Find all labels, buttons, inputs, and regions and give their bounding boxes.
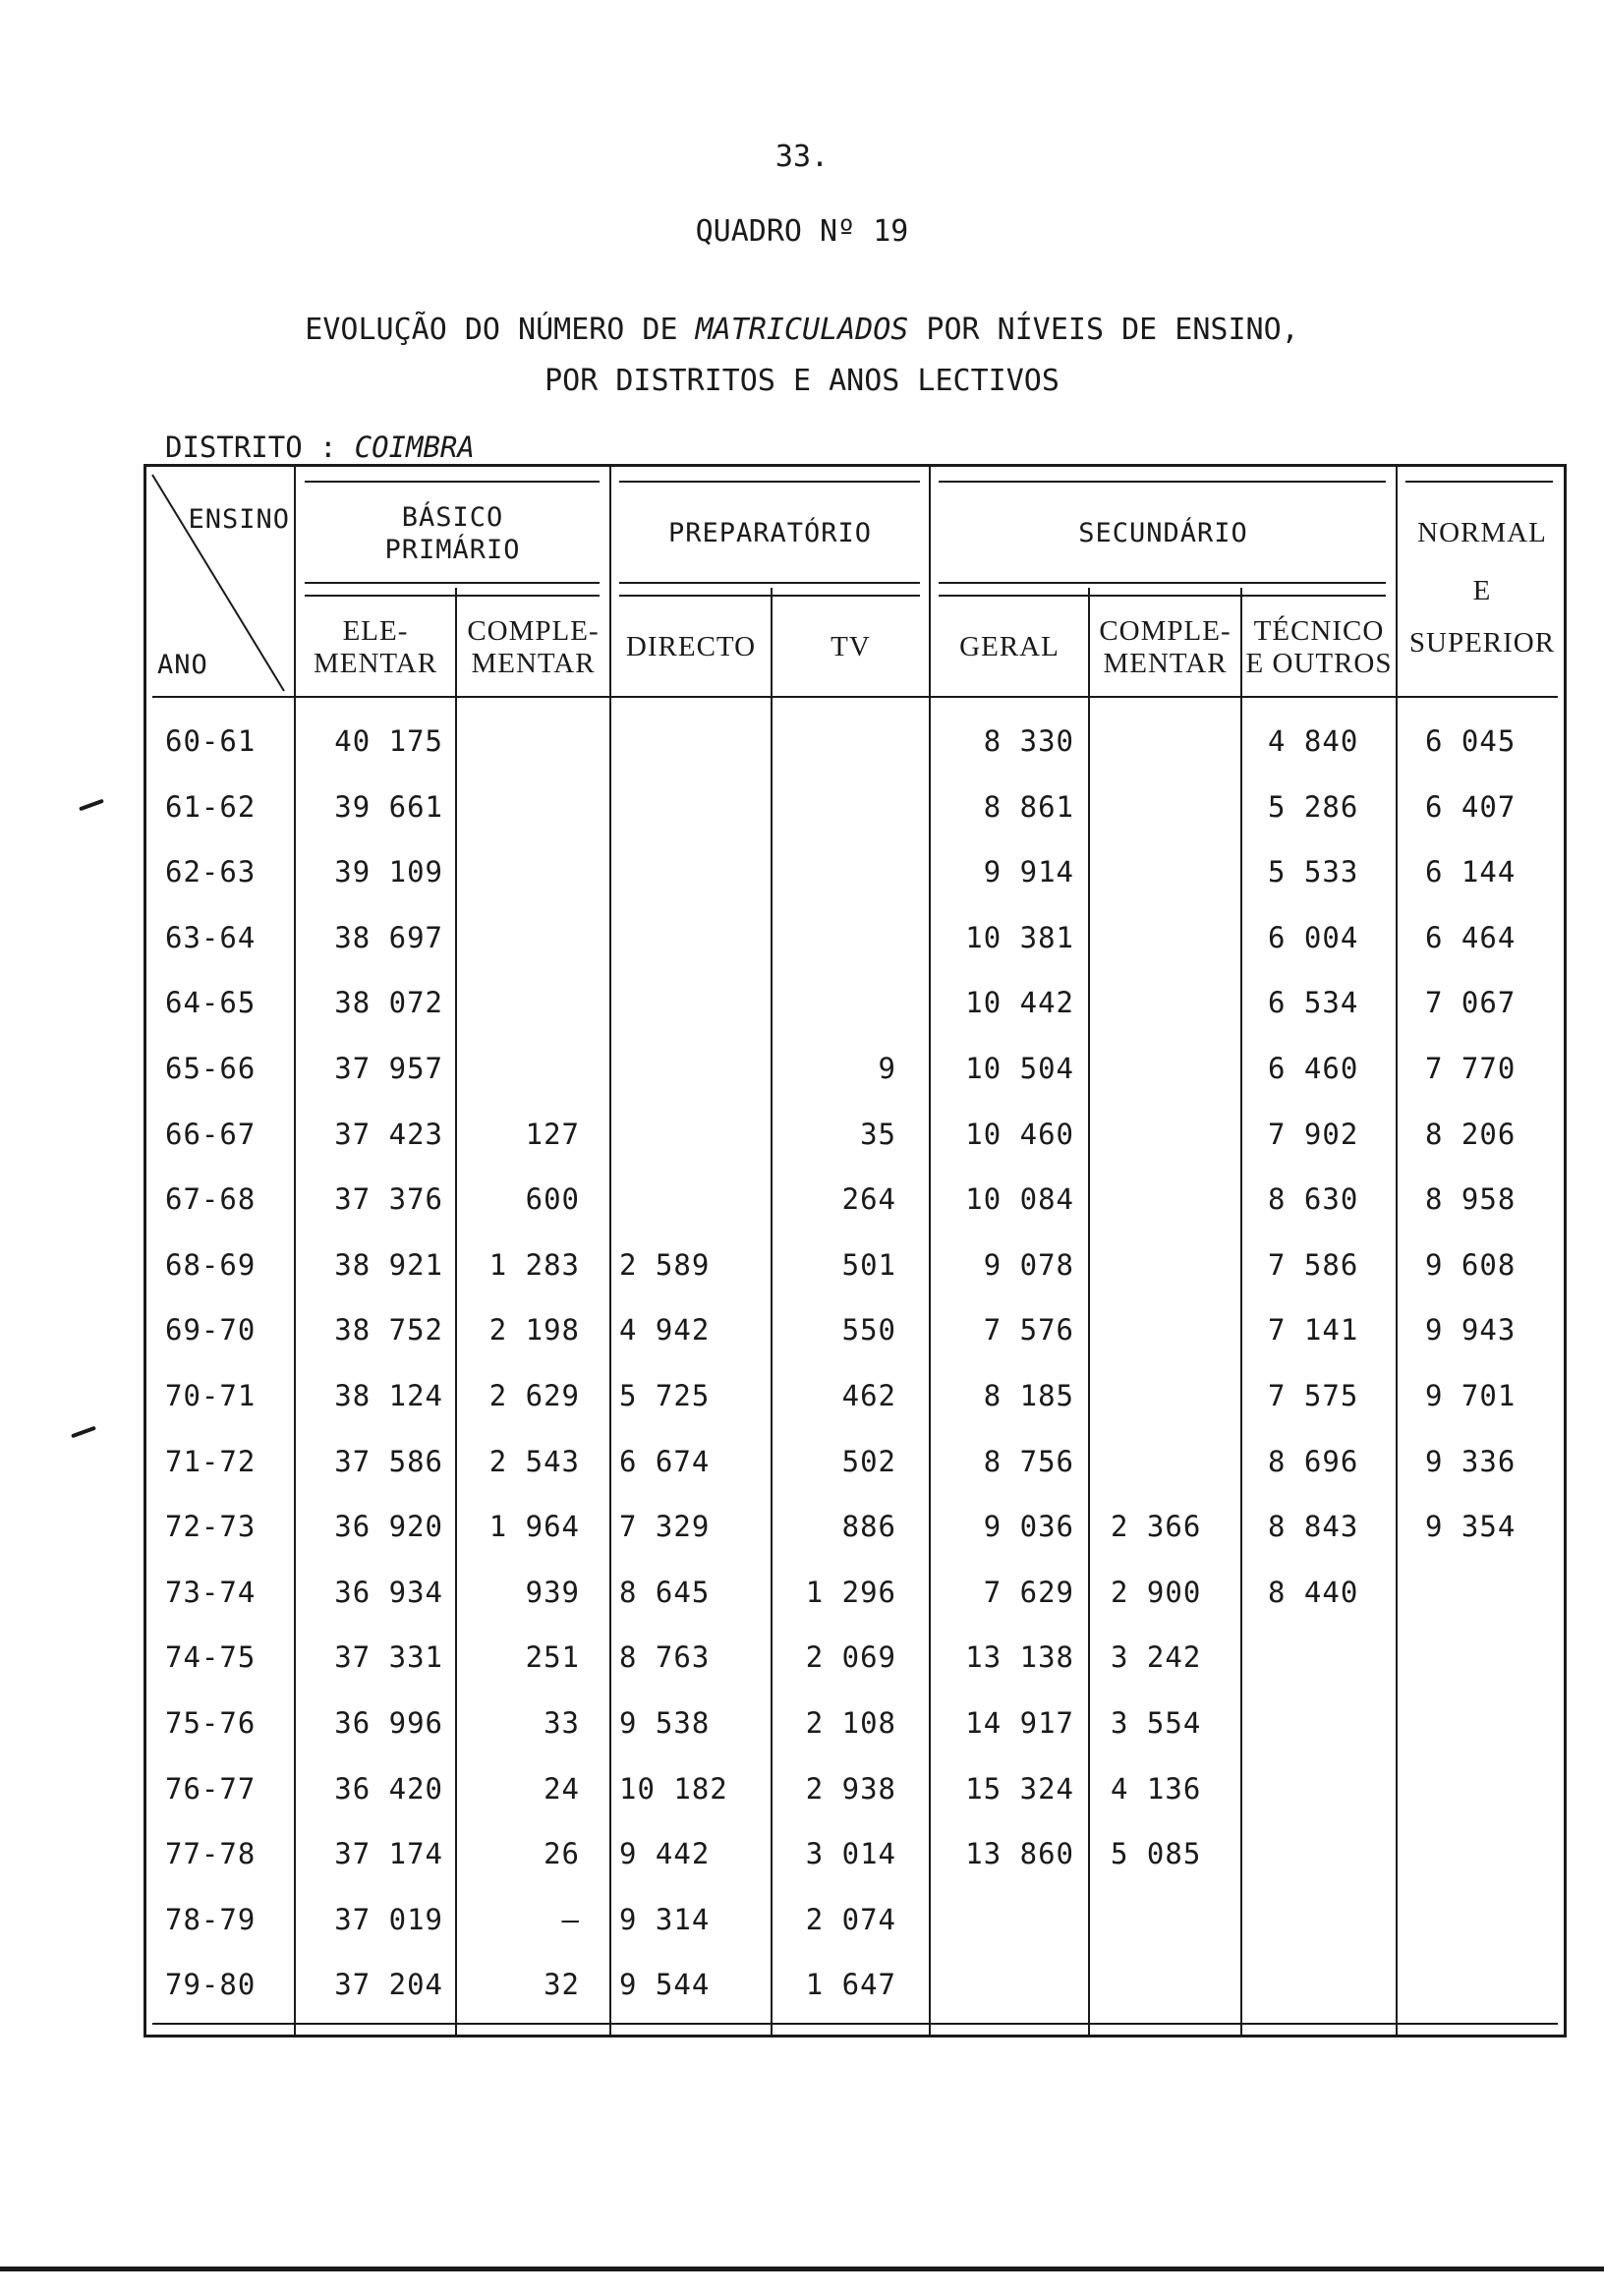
cell-sec-complementar: 4 136 — [1111, 1772, 1202, 1806]
header-rule — [939, 582, 1386, 584]
cell-geral: 14 917 — [965, 1706, 1074, 1740]
cell-ano: 62-63 — [165, 855, 257, 889]
header-tecnico-line1: TÉCNICO — [1253, 615, 1385, 647]
cell-tecnico: 8 843 — [1268, 1510, 1359, 1543]
district-row — [165, 430, 475, 464]
cell-elementar: 38 697 — [334, 921, 443, 954]
cell-ano: 63-64 — [165, 921, 257, 954]
header-elementar-line1: ELE- — [342, 615, 409, 647]
column-divider — [1240, 588, 1242, 2035]
cell-directo: 2 589 — [619, 1248, 711, 1282]
table-number: QUADRO Nº 19 — [695, 214, 909, 249]
cell-ano: 72-73 — [165, 1510, 257, 1543]
cell-sec-complementar: 3 242 — [1111, 1640, 1202, 1674]
cell-sec-complementar: 2 366 — [1111, 1510, 1202, 1543]
cell-directo: 6 674 — [619, 1445, 711, 1478]
cell-directo: 5 725 — [619, 1379, 711, 1412]
cell-elementar: 39 661 — [334, 790, 443, 824]
cell-ano: 73-74 — [165, 1576, 257, 1609]
header-tv: TV — [831, 631, 871, 662]
cell-complementar: — — [561, 1903, 580, 1936]
cell-complementar: 127 — [525, 1118, 580, 1151]
header-rule — [305, 595, 600, 597]
cell-tecnico: 5 533 — [1268, 855, 1359, 889]
cell-directo: 10 182 — [619, 1772, 728, 1806]
cell-normal: 6 407 — [1425, 790, 1517, 824]
cell-geral: 10 381 — [965, 921, 1074, 954]
cell-geral: 10 442 — [965, 986, 1074, 1019]
cell-tv: 1 296 — [805, 1576, 896, 1609]
cell-tv: 1 647 — [805, 1968, 896, 2001]
cell-tecnico: 7 586 — [1268, 1248, 1359, 1282]
cell-elementar: 36 420 — [334, 1772, 443, 1806]
cell-sec-complementar: 3 554 — [1111, 1706, 1202, 1740]
header-rule — [152, 696, 1558, 698]
cell-sec-complementar: 2 900 — [1111, 1576, 1202, 1609]
cell-elementar: 37 423 — [334, 1118, 443, 1151]
cell-normal: 7 067 — [1425, 986, 1517, 1019]
cell-tv: 264 — [841, 1182, 896, 1216]
cell-elementar: 37 957 — [334, 1052, 443, 1085]
cell-tv: 9 — [878, 1052, 896, 1085]
column-divider — [1396, 464, 1398, 2035]
margin-mark — [79, 799, 104, 812]
cell-normal: 9 354 — [1425, 1510, 1517, 1543]
table-left-border — [143, 464, 146, 2038]
cell-ano: 79-80 — [165, 1968, 257, 2001]
cell-geral: 9 078 — [983, 1248, 1074, 1282]
cell-elementar: 38 072 — [334, 986, 443, 1019]
cell-ano: 66-67 — [165, 1118, 257, 1151]
cell-complementar: 939 — [525, 1576, 580, 1609]
cell-tecnico: 8 696 — [1268, 1445, 1359, 1478]
cell-ano: 60-61 — [165, 724, 257, 758]
cell-complementar: 24 — [544, 1772, 580, 1806]
header-normal-line1: NORMAL — [1417, 517, 1547, 548]
cell-normal: 9 701 — [1425, 1379, 1517, 1412]
column-divider — [1088, 588, 1090, 2035]
header-rule — [619, 582, 920, 584]
cell-elementar: 39 109 — [334, 855, 443, 889]
page-title-line-1 — [0, 313, 1604, 347]
header-rule — [619, 595, 920, 597]
cell-ano: 64-65 — [165, 986, 257, 1019]
column-divider — [771, 588, 773, 2035]
header-geral: GERAL — [959, 631, 1060, 662]
cell-normal: 7 770 — [1425, 1052, 1517, 1085]
header-rule — [305, 582, 600, 584]
cell-tecnico: 6 004 — [1268, 921, 1359, 954]
cell-ano: 70-71 — [165, 1379, 257, 1412]
header-rule — [1405, 481, 1553, 483]
cell-normal: 6 144 — [1425, 855, 1517, 889]
cell-geral: 8 861 — [983, 790, 1074, 824]
header-tecnico — [1242, 615, 1396, 680]
header-sec-complementar-line1: COMPLE- — [1099, 615, 1232, 647]
cell-directo: 9 314 — [619, 1903, 711, 1936]
header-basico — [296, 501, 609, 566]
page-bottom-rule — [0, 2267, 1604, 2271]
cell-tv: 550 — [841, 1313, 896, 1347]
header-preparatorio: PREPARATÓRIO — [667, 518, 873, 548]
page-title-line-2: POR DISTRITOS E ANOS LECTIVOS — [544, 364, 1060, 398]
cell-ano: 75-76 — [165, 1706, 257, 1740]
cell-complementar: 33 — [544, 1706, 580, 1740]
cell-geral: 13 138 — [965, 1640, 1074, 1674]
cell-directo: 7 329 — [619, 1510, 711, 1543]
header-basico-line1: BÁSICO — [401, 502, 504, 533]
cell-geral: 10 084 — [965, 1182, 1074, 1216]
cell-complementar: 2 198 — [488, 1313, 580, 1347]
cell-directo: 9 442 — [619, 1837, 711, 1870]
cell-tecnico: 6 460 — [1268, 1052, 1359, 1085]
cell-ano: 76-77 — [165, 1772, 257, 1806]
header-complementar-line1: COMPLE- — [467, 615, 600, 647]
header-tecnico-line2: E OUTROS — [1245, 648, 1393, 679]
cell-ano: 77-78 — [165, 1837, 257, 1870]
cell-complementar: 1 964 — [488, 1510, 580, 1543]
cell-tv: 2 938 — [805, 1772, 896, 1806]
cell-elementar: 36 934 — [334, 1576, 443, 1609]
cell-complementar: 26 — [544, 1837, 580, 1870]
header-secundario: SECUNDÁRIO — [1078, 518, 1248, 548]
cell-directo: 9 538 — [619, 1706, 711, 1740]
cell-tv: 501 — [841, 1248, 896, 1282]
cell-directo: 4 942 — [619, 1313, 711, 1347]
cell-tecnico: 4 840 — [1268, 724, 1359, 758]
cell-directo: 8 645 — [619, 1576, 711, 1609]
cell-geral: 10 504 — [965, 1052, 1074, 1085]
cell-elementar: 37 174 — [334, 1837, 443, 1870]
header-ano: ANO — [157, 650, 208, 680]
cell-normal: 9 608 — [1425, 1248, 1517, 1282]
cell-normal: 9 336 — [1425, 1445, 1517, 1478]
cell-elementar: 36 996 — [334, 1706, 443, 1740]
cell-tv: 502 — [841, 1445, 896, 1478]
cell-complementar: 2 629 — [488, 1379, 580, 1412]
title-part-a: EVOLUÇÃO DO NÚMERO DE — [305, 313, 696, 347]
cell-ano: 69-70 — [165, 1313, 257, 1347]
header-complementar-line2: MENTAR — [471, 648, 596, 679]
cell-complementar: 600 — [525, 1182, 580, 1216]
cell-tv: 462 — [841, 1379, 896, 1412]
header-ensino: ENSINO — [188, 504, 290, 535]
table-top-border — [143, 464, 1567, 467]
cell-elementar: 40 175 — [334, 724, 443, 758]
header-normal-line2: E — [1472, 575, 1492, 606]
margin-mark — [71, 1426, 96, 1439]
footer-rule — [152, 2023, 1558, 2025]
cell-sec-complementar: 5 085 — [1111, 1837, 1202, 1870]
cell-geral: 13 860 — [965, 1837, 1074, 1870]
cell-elementar: 36 920 — [334, 1510, 443, 1543]
page-number: 33. — [774, 140, 830, 174]
cell-tecnico: 5 286 — [1268, 790, 1359, 824]
cell-geral: 8 330 — [983, 724, 1074, 758]
column-divider — [455, 588, 457, 2035]
cell-ano: 78-79 — [165, 1903, 257, 1936]
cell-tv: 2 108 — [805, 1706, 896, 1740]
cell-geral: 7 576 — [983, 1313, 1074, 1347]
cell-elementar: 37 586 — [334, 1445, 443, 1478]
title-part-c: POR NÍVEIS DE ENSINO, — [908, 313, 1299, 347]
cell-tecnico: 8 630 — [1268, 1182, 1359, 1216]
cell-geral: 10 460 — [965, 1118, 1074, 1151]
cell-ano: 67-68 — [165, 1182, 257, 1216]
cell-tecnico: 7 902 — [1268, 1118, 1359, 1151]
header-normal-line3: SUPERIOR — [1408, 627, 1556, 659]
cell-complementar: 2 543 — [488, 1445, 580, 1478]
cell-geral: 9 036 — [983, 1510, 1074, 1543]
cell-elementar: 37 019 — [334, 1903, 443, 1936]
cell-ano: 61-62 — [165, 790, 257, 824]
header-rule — [305, 481, 600, 483]
cell-tv: 3 014 — [805, 1837, 896, 1870]
cell-normal: 8 206 — [1425, 1118, 1517, 1151]
cell-geral: 8 185 — [983, 1379, 1074, 1412]
cell-tv: 35 — [860, 1118, 896, 1151]
header-elementar — [296, 615, 455, 680]
cell-elementar: 38 124 — [334, 1379, 443, 1412]
cell-directo: 8 763 — [619, 1640, 711, 1674]
cell-ano: 74-75 — [165, 1640, 257, 1674]
cell-ano: 68-69 — [165, 1248, 257, 1282]
cell-tv: 2 074 — [805, 1903, 896, 1936]
cell-complementar: 251 — [525, 1640, 580, 1674]
header-rule — [939, 595, 1386, 597]
cell-geral: 7 629 — [983, 1576, 1074, 1609]
cell-elementar: 38 752 — [334, 1313, 443, 1347]
cell-tecnico: 6 534 — [1268, 986, 1359, 1019]
header-rule — [939, 481, 1386, 483]
cell-normal: 8 958 — [1425, 1182, 1517, 1216]
header-normal — [1398, 517, 1567, 660]
cell-geral: 15 324 — [965, 1772, 1074, 1806]
cell-directo: 9 544 — [619, 1968, 711, 2001]
cell-tecnico: 7 575 — [1268, 1379, 1359, 1412]
header-sec-complementar — [1090, 615, 1240, 680]
title-part-italic: MATRICULADOS — [695, 313, 909, 347]
column-divider — [609, 464, 611, 2035]
table-right-border — [1564, 464, 1567, 2038]
cell-tecnico: 7 141 — [1268, 1313, 1359, 1347]
cell-elementar: 37 376 — [334, 1182, 443, 1216]
district-value: COIMBRA — [354, 430, 475, 464]
header-elementar-line2: MENTAR — [313, 648, 438, 679]
cell-geral: 9 914 — [983, 855, 1074, 889]
cell-tv: 2 069 — [805, 1640, 896, 1674]
cell-elementar: 38 921 — [334, 1248, 443, 1282]
cell-ano: 71-72 — [165, 1445, 257, 1478]
cell-complementar: 32 — [544, 1968, 580, 2001]
cell-complementar: 1 283 — [488, 1248, 580, 1282]
cell-normal: 6 045 — [1425, 724, 1517, 758]
cell-ano: 65-66 — [165, 1052, 257, 1085]
header-basico-line2: PRIMÁRIO — [384, 535, 521, 565]
cell-geral: 8 756 — [983, 1445, 1074, 1478]
table-bottom-border — [143, 2035, 1567, 2038]
cell-elementar: 37 204 — [334, 1968, 443, 2001]
cell-elementar: 37 331 — [334, 1640, 443, 1674]
cell-tecnico: 8 440 — [1268, 1576, 1359, 1609]
header-sec-complementar-line2: MENTAR — [1103, 648, 1228, 679]
cell-normal: 6 464 — [1425, 921, 1517, 954]
cell-normal: 9 943 — [1425, 1313, 1517, 1347]
cell-tv: 886 — [841, 1510, 896, 1543]
header-rule — [619, 481, 920, 483]
header-directo: DIRECTO — [625, 631, 757, 662]
district-label: DISTRITO : — [165, 430, 337, 464]
header-complementar — [457, 615, 609, 680]
